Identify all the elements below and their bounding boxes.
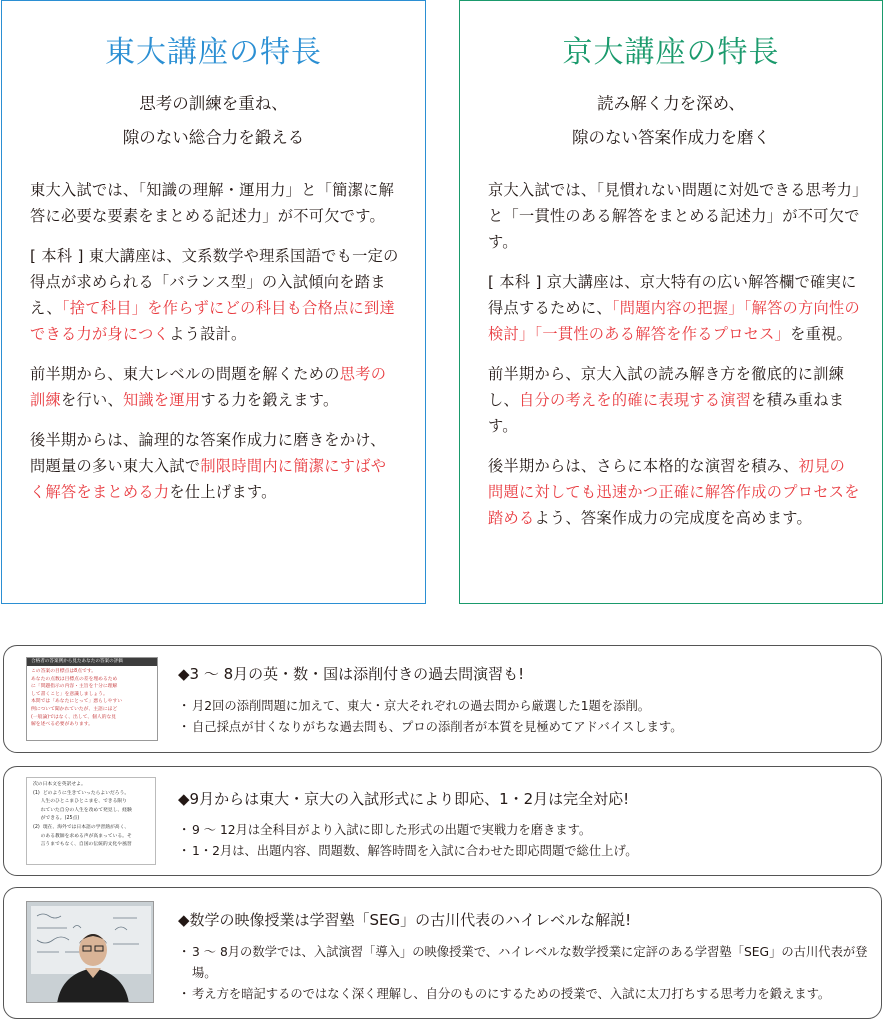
kyodai-p3-text: 前半期から、京大入試の読み解き方を徹底的に訓練し、 bbox=[488, 365, 845, 409]
todai-p2-text-end: よう設計。 bbox=[169, 325, 247, 343]
kyodai-p3-highlight: 自分の考えを的確に表現する演習 bbox=[518, 391, 752, 409]
card-bullets bbox=[182, 696, 683, 738]
lecturer-video-thumbnail bbox=[26, 901, 154, 1003]
todai-paragraph-1: 東大入試では、「知識の理解・運用力」と「簡潔に解答に必要な要素をまとめる記述力」が不可欠です。 bbox=[30, 181, 395, 225]
todai-p2-highlight: 「捨て科目」を作らずにどの科目も合格点に到達できる力が身につく bbox=[30, 299, 396, 343]
todai-p3-text-mid: を行い、 bbox=[60, 391, 123, 409]
thumbnail-header: 合格者の答案例から見たあなたの答案の評価 bbox=[27, 658, 157, 666]
kyodai-subtitle-line2: 隙のない答案作成力を磨く bbox=[572, 128, 770, 147]
kyodai-paragraph-1: 京大入試では、「見慣れない問題に対処できる思考力」と「一貫性のある解答をまとめる記述力」が不可欠です。 bbox=[488, 181, 860, 251]
todai-body bbox=[2, 177, 425, 505]
kyodai-paragraph-3 bbox=[488, 361, 860, 439]
thumbnail-text bbox=[27, 778, 155, 853]
todai-p2-text: [ 本科 ] 東大講座は、文系数学や理系国語でも一定の得点が求められる「バランス型」の入試傾向を踏まえ、 bbox=[30, 247, 399, 317]
thumb-line: 人生のひとこまひとこまを、できる限り bbox=[33, 799, 127, 805]
todai-p4-text: 後半期からは、論理的な答案作成力に磨きをかけ、問題量の多い東大入試で bbox=[30, 431, 386, 475]
card-title: ◆9月からは東大・京大の入試形式により即応、1・2月は完全対応! bbox=[178, 790, 630, 808]
thumb-line: に「問題指示の内容・主旨を十分に理解 bbox=[31, 684, 118, 690]
bullet-item: ・ 9 ～ 12月は全科目がより入試に即した形式の出題で実戦力を磨きます。 bbox=[182, 820, 638, 841]
thumb-line: この答案の目標点は8点です。 bbox=[31, 669, 97, 674]
thumb-line: あなたの点数は目標点の差を埋めるため bbox=[31, 676, 118, 682]
todai-paragraph-2 bbox=[30, 243, 401, 347]
thumb-line: (一般論)ではなく、出して、個人的な見 bbox=[31, 714, 117, 720]
card-bullets bbox=[182, 820, 638, 862]
todai-subtitle-line1: 思考の訓練を重ね、 bbox=[139, 94, 288, 113]
thumb-line: 解を述べる必要があります。 bbox=[31, 722, 93, 728]
bullet-item: ・ 月2回の添削問題に加えて、東大・京大それぞれの過去問から厳選した1題を添削。 bbox=[182, 696, 683, 717]
kyodai-title: 京大講座の特長 bbox=[562, 35, 780, 70]
todai-paragraph-3 bbox=[30, 361, 401, 413]
todai-p4-text-end: を仕上げます。 bbox=[169, 483, 277, 501]
card-title: ◆数学の映像授業は学習塾「SEG」の古川代表のハイレベルな解説! bbox=[178, 911, 632, 929]
todai-subtitle bbox=[2, 87, 425, 155]
card-bullets bbox=[182, 942, 872, 1005]
kyodai-p4-highlight: 初見の問題に対しても迅速かつ正確に解答作成のプロセスを踏める bbox=[488, 457, 860, 527]
todai-paragraph-4 bbox=[30, 427, 401, 505]
feature-card-exam-format bbox=[3, 766, 882, 876]
thumb-line: 次の日本文を英訳せよ。 bbox=[33, 782, 86, 787]
kyodai-p2-text-end: を重視。 bbox=[790, 325, 853, 343]
kyodai-paragraph-4 bbox=[488, 453, 860, 531]
feature-card-correction bbox=[3, 645, 882, 753]
todai-p3-text: 前半期から、東大レベルの問題を解くための bbox=[30, 365, 340, 383]
card-title: ◆3 ～ 8月の英・数・国は添削付きの過去問演習も! bbox=[178, 665, 525, 683]
bullet-item: ・ 自己採点が甘くなりがちな過去問も、プロの添削者が本質を見極めてアドバイスします。 bbox=[182, 717, 683, 738]
thumbnail-text bbox=[27, 666, 157, 731]
feature-card-video-lecture bbox=[3, 887, 882, 1019]
todai-p4-highlight: 制限時間内に簡潔にすばやく解答をまとめる力 bbox=[30, 457, 387, 501]
todai-features-panel bbox=[1, 0, 426, 604]
thumb-line: れていた自分の人生を改めて発見し、経験 bbox=[33, 807, 132, 813]
kyodai-paragraph-2 bbox=[488, 269, 860, 347]
kyodai-p2-highlight: 「問題内容の把握」「解答の方向性の検討」「一貫性のある解答を作るプロセス」 bbox=[488, 299, 860, 343]
kyodai-p4-text: 後半期からは、さらに本格的な演習を積み、 bbox=[488, 457, 799, 475]
todai-subtitle-line2: 隙のない総合力を鍛える bbox=[122, 128, 305, 147]
todai-p3-text-end: する力を鍛えます。 bbox=[200, 391, 339, 409]
bullet-item: ・ 1・2月は、出題内容、問題数、解答時間を入試に合わせた即応問題で総仕上げ。 bbox=[182, 841, 638, 862]
lecturer-photo-icon bbox=[27, 902, 154, 1003]
kyodai-p2-text: [ 本科 ] 京大講座は、京大特有の広い解答欄で確実に得点するために、 bbox=[488, 273, 857, 317]
thumb-line: (1) どのように生きていったらよいだろう。 bbox=[33, 790, 130, 796]
kyodai-subtitle bbox=[460, 87, 882, 155]
thumb-line: 本問では「あなたにとって」悪らしやすい bbox=[31, 699, 123, 705]
bullet-item: ・ 3 ～ 8月の数学では、入試演習「導入」の映像授業で、ハイレベルな数学授業に定評のある学習塾「SEG」の古川代表が登場。 bbox=[182, 942, 872, 984]
correction-sample-thumbnail bbox=[26, 657, 158, 741]
exam-sample-thumbnail bbox=[26, 777, 156, 865]
thumb-line: 言うまでもなく、自国の伝統的文化や風習 bbox=[33, 842, 132, 848]
bullet-item: ・ 考え方を暗記するのではなく深く理解し、自分のものにするための授業で、入試に太刀打ちする思考力を鍛えます。 bbox=[182, 984, 872, 1005]
kyodai-p3-text-end: を積み重ねます。 bbox=[488, 391, 845, 435]
kyodai-body bbox=[460, 177, 882, 531]
thumb-line: のある教師を求める声が高まっている。そ bbox=[33, 833, 132, 839]
thumb-line: ができる。(25点) bbox=[33, 816, 80, 822]
kyodai-p4-text-end: よう、答案作成力の完成度を高めます。 bbox=[534, 509, 813, 527]
todai-p3-highlight-2: 知識を運用 bbox=[122, 391, 201, 409]
kyodai-subtitle-line1: 読み解く力を深め、 bbox=[597, 94, 745, 113]
todai-p3-highlight-1: 思考の訓練 bbox=[30, 365, 387, 409]
thumb-line: して書くこと」を意識しましょう。 bbox=[31, 691, 108, 697]
thumb-line: 例について聞かれていたが、主語にほど bbox=[31, 706, 118, 712]
todai-title: 東大講座の特長 bbox=[105, 35, 322, 70]
kyodai-features-panel bbox=[459, 0, 883, 604]
thumb-line: (2) 現在、海外では日本語の学習熱が高く、 bbox=[33, 824, 130, 830]
